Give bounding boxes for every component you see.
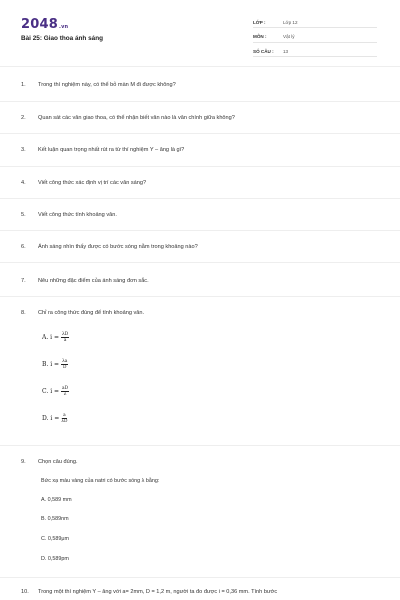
divider [0,445,400,446]
option-label: B. i = [42,361,60,368]
divider [0,133,400,134]
answer-option[interactable] [42,413,67,424]
divider [0,577,400,578]
question-stem: Bức xạ màu vàng của natri có bước sóng λ bằng: [41,478,160,484]
option-label: C. i = [42,388,60,395]
question-number: 1. [21,82,26,88]
question-text: Ánh sáng nhìn thấy được có bước sóng nằm trong khoảng nào? [38,244,198,250]
logo-main: 2048 [21,17,58,32]
question-item [21,588,378,596]
meta-row-subject [253,32,377,43]
question-number: 10. [21,589,29,595]
question-number: 4. [21,180,26,186]
fraction-denominator: D [63,365,67,370]
meta-row-count [253,46,377,57]
fraction-numerator: λD [62,332,69,337]
question-item [21,309,378,317]
fraction [61,386,69,397]
question-text: Trong thí nghiệm này, có thể bỏ màn M đi được không? [38,82,176,88]
fraction [61,332,69,343]
question-item [21,81,378,89]
question-number: 5. [21,212,26,218]
question-item [21,179,378,187]
meta-value: Lớp 12 [283,19,298,25]
meta-key: MÔN : [253,34,267,39]
fraction [61,413,67,424]
logo-suffix: .vn [58,24,69,30]
fraction-numerator: aD [62,386,69,391]
question-number: 2. [21,115,26,121]
divider [0,262,400,263]
question-text: Trong một thí nghiệm Y – âng với a= 2mm, D = 1,2 m, người ta đo được i = 0,36 mm. Tính bước [38,589,278,595]
question-number: 3. [21,147,26,153]
answer-option[interactable] [42,386,69,397]
question-text: Chỉ ra công thức đúng để tính khoảng vân. [38,310,145,316]
divider [0,296,400,297]
question-item [21,458,378,466]
question-number: 6. [21,244,26,250]
question-text: Quan sát các vân giao thoa, có thể nhận biết vân nào là vân chính giữa không? [38,115,235,121]
question-text: Viết công thức tính khoảng vân. [38,212,117,218]
answer-option[interactable]: C. 0,589μm [41,536,69,542]
question-number: 9. [21,459,26,465]
meta-value: Vật lý [283,34,295,39]
answer-option[interactable]: B. 0,589nm [41,516,69,522]
question-text: Nêu những đặc điểm của ánh sáng đơn sắc. [38,278,149,284]
answer-option[interactable] [42,332,69,343]
page-title: Bài 25: Giao thoa ánh sáng [21,35,104,42]
question-item [21,114,378,122]
question-item [21,277,378,285]
divider [0,198,400,199]
option-label: A. i = [42,334,60,341]
meta-key: LỚP : [253,19,266,25]
meta-row-class [253,17,377,28]
fraction [61,359,68,370]
divider [0,166,400,167]
question-number: 7. [21,278,26,284]
site-logo[interactable] [21,17,68,32]
question-text: Kết luận quan trọng nhất rút ra từ thí nghiệm Y – âng là gì? [38,147,185,153]
question-item [21,146,378,154]
meta-box [253,17,377,61]
answer-option[interactable]: D. 0,589pm [41,556,69,562]
answer-option[interactable]: A. 0,589 mm [41,497,72,503]
divider [0,66,400,67]
fraction-denominator: λD [61,419,68,424]
question-item [21,211,378,219]
meta-key: SỐ CÂU : [253,48,274,54]
fraction-numerator: λa [62,359,68,364]
question-text: Viết công thức xác định vị trí các vân sáng? [38,180,147,186]
question-number: 8. [21,310,26,316]
fraction-denominator: λ [63,392,67,397]
option-label: D. i = [42,415,60,422]
fraction-numerator: a [63,413,66,418]
question-text: Chọn câu đúng. [38,459,78,465]
answer-option[interactable] [42,359,68,370]
fraction-denominator: a [63,338,67,343]
meta-value: 13 [283,48,289,54]
question-item [21,243,378,251]
divider [0,230,400,231]
divider [0,101,400,102]
